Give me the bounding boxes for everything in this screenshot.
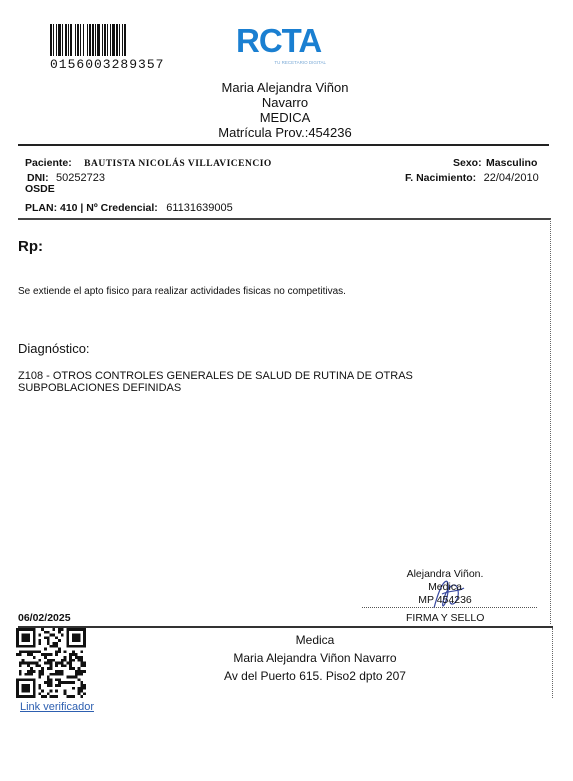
diagnosis-text: Z108 - OTROS CONTROLES GENERALES DE SALUD DE RUTINA DE OTRAS SUBPOBLACIONES DEFINIDAS xyxy=(18,370,413,394)
patient-sex-label: Sexo: xyxy=(453,157,482,169)
barcode xyxy=(50,24,163,56)
patient-birth-label: F. Nacimiento: xyxy=(405,172,477,184)
patient-dni-value: 50252723 xyxy=(56,172,105,184)
prescription-date: 06/02/2025 xyxy=(18,612,71,624)
stamp-line1: Alejandra Viñon. xyxy=(406,568,484,580)
header-divider xyxy=(18,144,549,146)
rp-label: Rp: xyxy=(18,238,43,255)
footer-name: Maria Alejandra Viñon Navarro xyxy=(233,651,397,665)
prescription-text: Se extiende el apto fisico para realizar actividades fisicas no competitivas. xyxy=(18,286,346,297)
signature-caption: FIRMA Y SELLO xyxy=(406,612,485,624)
footer-right-border xyxy=(552,628,553,698)
qr-code[interactable] xyxy=(16,628,86,698)
footer-block xyxy=(190,631,440,685)
footer-profession: Medica xyxy=(295,633,335,647)
patient-dni-label: DNI: xyxy=(27,172,49,184)
barcode-number: 0156003289357 xyxy=(50,57,165,72)
diagnosis-label: Diagnóstico: xyxy=(18,341,90,356)
signature-line xyxy=(362,607,537,608)
patient-credential-value: 61131639005 xyxy=(166,202,233,214)
patient-birth-row xyxy=(405,168,539,186)
stamp-line2: Medica xyxy=(428,581,462,593)
patient-name-label: Paciente: xyxy=(25,157,72,169)
patient-plan-label: PLAN: 410 | Nº Credencial: xyxy=(25,202,158,214)
doctor-license: Matrícula Prov.:454236 xyxy=(218,125,352,140)
patient-plan-row xyxy=(25,198,233,216)
patient-sex-value: Masculino xyxy=(486,157,538,169)
verify-link[interactable]: Link verificador xyxy=(20,701,94,713)
logo-text: RCTA xyxy=(236,22,322,59)
rcta-logo xyxy=(236,24,328,64)
footer-address: Av del Puerto 615. Piso2 dpto 207 xyxy=(224,669,406,683)
doctor-header xyxy=(160,80,410,140)
signature-stamp xyxy=(385,568,505,607)
body-right-border xyxy=(550,219,551,624)
patient-insurer: OSDE xyxy=(25,183,55,195)
doctor-name-line2: Navarro xyxy=(261,95,309,110)
patient-divider xyxy=(18,218,551,220)
patient-name-value: BAUTISTA NICOLÁS VILLAVICENCIO xyxy=(84,159,272,169)
patient-birth-value: 22/04/2010 xyxy=(483,172,539,184)
stamp-line3: MP 454236 xyxy=(418,594,472,606)
doctor-profession: MEDICA xyxy=(259,110,311,125)
logo-subtitle: TU RECETARIO DIGITAL xyxy=(274,60,326,65)
footer-divider xyxy=(18,626,553,628)
doctor-name-line1: Maria Alejandra Viñon xyxy=(221,80,349,95)
